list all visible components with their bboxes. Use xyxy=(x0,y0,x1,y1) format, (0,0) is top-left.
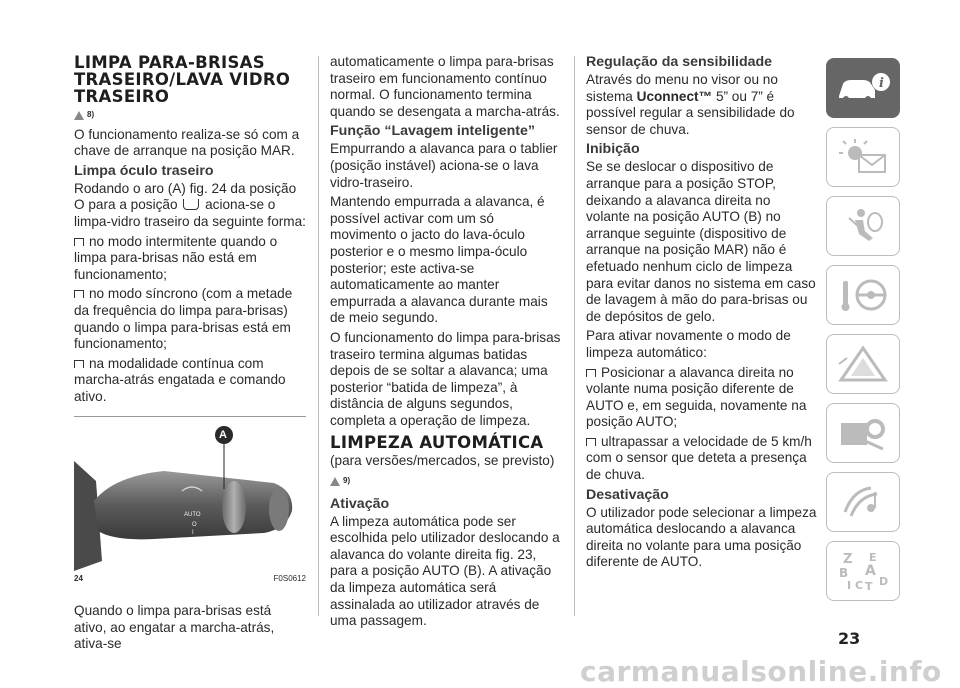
svg-text:D: D xyxy=(879,575,889,588)
callout-letter-a: A xyxy=(219,428,227,441)
tab-emergency[interactable] xyxy=(826,334,900,394)
lever-label-auto: AUTO xyxy=(184,511,201,518)
bullet-icon xyxy=(586,438,596,446)
multimedia-icon xyxy=(835,482,891,522)
subheading-rear-wiper: Limpa óculo traseiro xyxy=(74,162,214,179)
paragraph: O utilizador pode selecionar a limpeza automática deslocando a alavanca direita no volante para uma posição diferente de AUTO. xyxy=(586,504,817,570)
bullet-item: na modalidade contínua com marcha-atrás engatada e comando ativo. xyxy=(74,355,286,404)
section-title-rear-wiper: LIMPA PARA-BRISAS TRASEIRO/LAVA VIDRO TRASEIRO xyxy=(74,53,291,106)
intro-paragraph: O funcionamento realiza-se só com a chave de arranque na posição MAR. xyxy=(74,126,300,159)
paragraph: Se se deslocar o dispositivo de arranque para a posição STOP, deixando a alavanca direita no volante na posição AUTO (B) no arranque seguinte (dispositivo de arranque na posição MAR) não é efetuado nenhum ciclo de limpeza para evitar danos no sistema em caso de lavagem à mão do para-brisas ou de depósitos de gelo. xyxy=(586,159,816,324)
tab-warning-lights[interactable] xyxy=(826,127,900,187)
svg-text:A: A xyxy=(865,563,876,579)
maintenance-tools-icon xyxy=(835,413,891,453)
tab-starting-driving[interactable] xyxy=(826,265,900,325)
subheading-activation: Ativação xyxy=(330,495,390,512)
warning-triangle-icon xyxy=(74,111,84,120)
watermark: carmanualsonline.info xyxy=(580,655,942,688)
page-number: 23 xyxy=(838,629,861,648)
subheading-inhibition: Inibição xyxy=(586,141,640,158)
figure-24 xyxy=(74,421,306,581)
svg-text:B: B xyxy=(839,566,849,580)
paragraph: Mantendo empurrada a alavanca, é possível activar com um só movimento o jacto do lava-óculo posterior e o mesmo limpa-óculo posterior; este activa-se automaticamente ao manter empurrada a alavanca durante mais de meio segundo. xyxy=(330,194,548,326)
paragraph: Para ativar novamente o modo de limpeza automático: xyxy=(586,328,791,360)
section-title-auto-wipe: LIMPEZA AUTOMÁTICA xyxy=(330,433,544,453)
after-figure-paragraph: Quando o limpa para-brisas está ativo, ao engatar a marcha-atrás, ativa-se xyxy=(74,603,275,652)
paragraph: Empurrando a alavanca para o tablier (posição instável) aciona-se o lava vidro-traseiro. xyxy=(330,141,558,190)
emergency-triangle-icon xyxy=(835,344,891,384)
bullet-item: ultrapassar a velocidade de 5 km/h com o sensor que deteta a presença de chuva. xyxy=(586,433,812,483)
warning-triangle-icon xyxy=(330,477,340,486)
svg-text:I: I xyxy=(847,579,852,592)
steering-key-icon xyxy=(835,275,891,315)
subheading-deactivation: Desativação xyxy=(586,486,669,503)
tab-safety[interactable] xyxy=(826,196,900,256)
tab-multimedia[interactable] xyxy=(826,472,900,532)
airbag-seat-icon xyxy=(835,206,891,246)
paragraph: A limpeza automática pode ser escolhida pelo utilizador deslocando a alavanca do volante direita fig. 23, para a posição AUTO (B). A ativação da limpeza automática será assinalada ao utilizador através de uma passagem. xyxy=(330,513,560,629)
bullet-icon xyxy=(586,369,596,377)
figure-divider xyxy=(74,416,306,417)
svg-text:i: i xyxy=(879,76,884,91)
bullet-icon xyxy=(74,238,84,246)
tab-maintenance[interactable] xyxy=(826,403,900,463)
lever-label-i: I xyxy=(192,529,194,536)
tab-index[interactable] xyxy=(826,541,900,601)
index-letters-icon xyxy=(835,549,891,593)
paragraph: Através do menu no visor ou no sistema Uconnect™ 5” ou 7” é possível regular a sensibilidade do sensor de chuva. xyxy=(586,72,795,137)
column-1 xyxy=(74,54,306,656)
subheading-smart-wash: Função “Lavagem inteligente” xyxy=(330,123,535,140)
svg-text:C: C xyxy=(855,579,864,592)
rear-wiper-symbol-icon xyxy=(183,199,199,210)
bullet-item: no modo síncrono (com a metade da frequência do limpa para-brisas) quando o limpa para-brisas está em funcionamento; xyxy=(74,286,293,352)
figure-code: F0S0612 xyxy=(273,573,306,583)
svg-text:Z: Z xyxy=(843,552,853,567)
svg-text:E: E xyxy=(869,551,877,564)
subheading-sensitivity: Regulação da sensibilidade xyxy=(586,54,773,70)
paragraph: O funcionamento do limpa para-brisas traseiro termina algumas batidas depois de se soltar a alavanca; uma posterior “batida de limpeza”, à distância de alguns segundos, completa a operação de limpeza. xyxy=(330,329,561,428)
warning-ref-9: 9) xyxy=(330,473,350,490)
uconnect-brand: Uconnect™ xyxy=(636,88,713,104)
tab-car-info[interactable] xyxy=(826,58,900,118)
lever-label-o: O xyxy=(192,521,197,528)
column-divider xyxy=(574,56,575,616)
bullet-item: no modo intermitente quando o limpa para-brisas não está em funcionamento; xyxy=(74,233,278,282)
warning-ref-8: 8) xyxy=(74,107,94,124)
car-info-icon xyxy=(835,70,891,106)
column-3 xyxy=(586,54,818,574)
paragraph: (para versões/mercados, se previsto) xyxy=(330,453,555,469)
bullet-icon xyxy=(74,290,84,298)
bullet-item: Posicionar a alavanca direita no volante numa posição diferente de AUTO e, em seguida, novamente na posição AUTO; xyxy=(586,364,807,430)
column-2 xyxy=(330,54,562,633)
rear-wiper-paragraph: Rodando o aro (A) fig. 24 da posição O para a posição aciona-se o limpa-vidro traseiro da seguinte forma: xyxy=(74,180,306,229)
figure-number: 24 xyxy=(74,573,83,583)
chapter-tabs xyxy=(826,58,900,610)
paragraph: automaticamente o limpa para-brisas traseiro em funcionamento contínuo normal. O funcionamento termina quando se desengata a marcha-atrás. xyxy=(330,54,560,119)
svg-text:T: T xyxy=(865,580,873,593)
warning-lights-icon xyxy=(835,137,891,177)
column-divider xyxy=(318,56,319,616)
bullet-icon xyxy=(74,360,84,368)
wiper-lever-illustration xyxy=(74,421,306,581)
